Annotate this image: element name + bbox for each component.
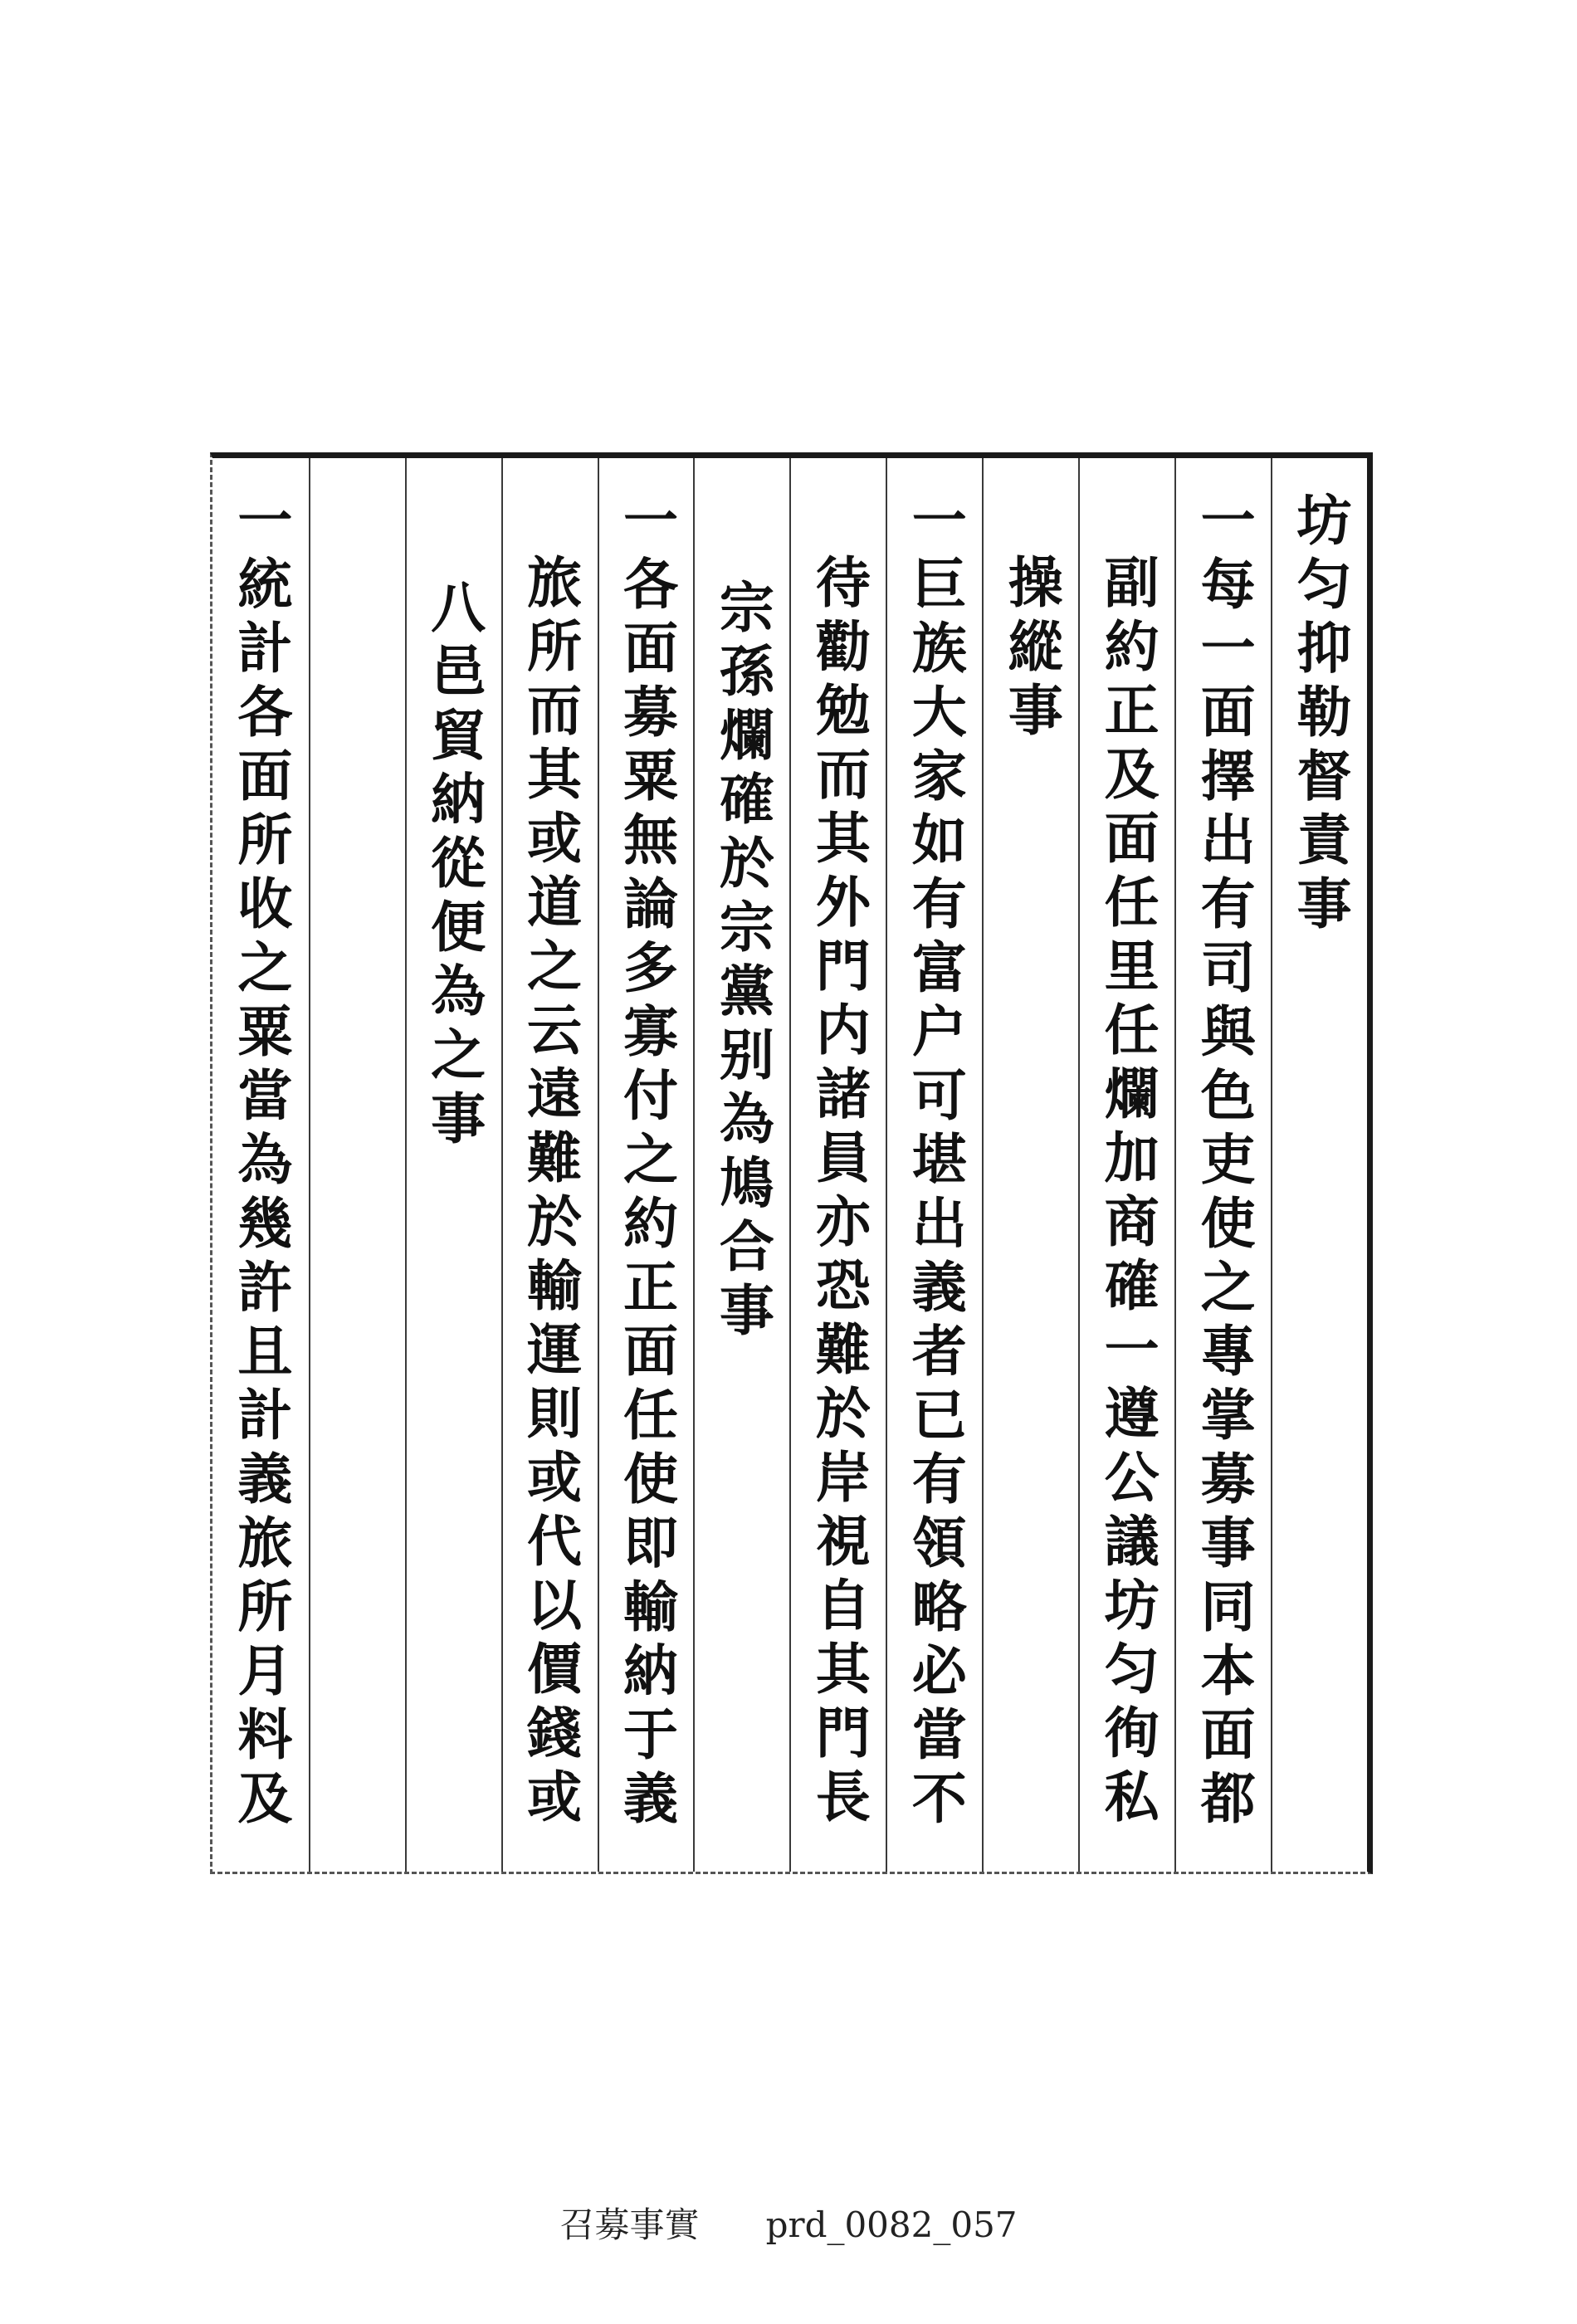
page-footer bbox=[0, 2198, 1577, 2248]
column-text: 坊匀抑勒督責事 bbox=[1287, 491, 1353, 939]
column-text: 操縱事 bbox=[998, 554, 1064, 745]
text-column-2 bbox=[1174, 458, 1271, 1872]
column-text: 八邑貿納從便為之事 bbox=[421, 579, 486, 1154]
text-column-4 bbox=[982, 458, 1078, 1872]
text-column-3 bbox=[1078, 458, 1174, 1872]
text-column-7 bbox=[693, 458, 789, 1872]
column-text: 一每一面擇出有司與色吏使之專掌募事同本面都 bbox=[1191, 491, 1257, 1833]
text-column-9 bbox=[501, 458, 598, 1872]
text-column-5 bbox=[886, 458, 982, 1872]
text-column-11 bbox=[309, 458, 405, 1872]
text-column-10 bbox=[405, 458, 501, 1872]
page-code: prd_0082_057 bbox=[765, 2204, 1018, 2245]
column-text: 宗孫爛確於宗黨别為鳩合事 bbox=[710, 579, 775, 1345]
column-text: 一巨族大家如有富户可堪出義者已有領略必當不 bbox=[902, 491, 968, 1833]
column-text: 一統計各面所收之粟當為幾許且計義旅所月料及 bbox=[227, 491, 293, 1833]
column-text: 待勸勉而其外門内諸員亦恐難於岸視自其門長 bbox=[806, 554, 872, 1832]
column-text: 副約正及面任里任爛加商確一遵公議坊匀徇私 bbox=[1095, 554, 1160, 1832]
text-columns bbox=[212, 458, 1367, 1872]
column-text: 一各面募粟無論多寡付之約正面任使即輸納于義 bbox=[613, 491, 679, 1833]
page-frame bbox=[210, 452, 1373, 1874]
book-title: 召募事實 bbox=[559, 2204, 700, 2245]
column-text: 旅所而其或道之云遠難於輸運則或代以價錢或 bbox=[517, 554, 583, 1832]
text-column-6 bbox=[789, 458, 886, 1872]
text-column-12 bbox=[212, 458, 309, 1872]
text-column-1 bbox=[1271, 458, 1367, 1872]
text-column-8 bbox=[598, 458, 694, 1872]
